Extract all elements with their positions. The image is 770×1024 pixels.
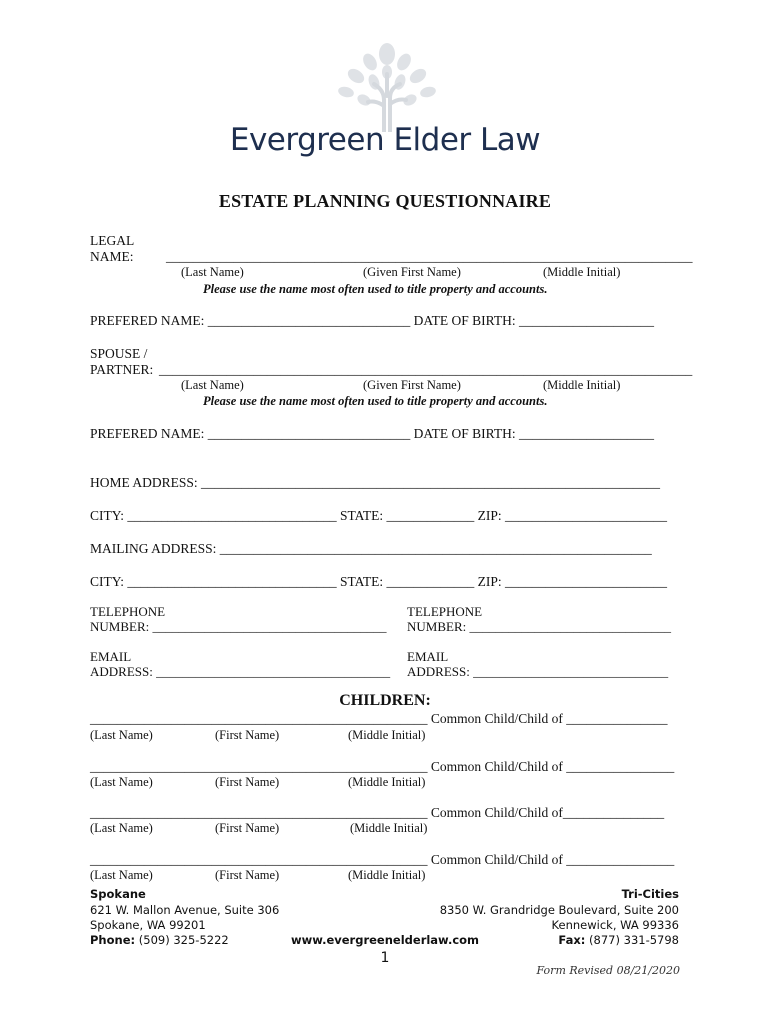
brand-name: Evergreen Elder Law [229, 122, 541, 158]
child-row-2-first-caption: (First Name) [215, 775, 280, 789]
footer-fax-label: Fax: [558, 933, 586, 947]
preferred-name-row-2[interactable]: PREFERED NAME: ______________________________ DATE OF BIRTH: ____________________ [90, 426, 654, 441]
child-row-1-first-caption: (First Name) [215, 728, 280, 742]
footer-spokane-title: Spokane [90, 887, 146, 901]
city-state-zip-row-1[interactable]: CITY: _______________________________ STATE: _____________ ZIP: ________________________ [90, 508, 668, 523]
telephone-label-left-1: TELEPHONE [90, 604, 166, 619]
child-row-3-last-caption: (Last Name) [90, 821, 153, 835]
spouse-label-1: SPOUSE / [90, 346, 148, 361]
email-field-right[interactable]: ADDRESS: ______________________________ [407, 664, 669, 679]
spouse-middle-initial-caption: (Middle Initial) [543, 378, 621, 392]
email-field-left[interactable]: ADDRESS: ____________________________________ [90, 664, 391, 679]
legal-given-name-caption: (Given First Name) [363, 265, 461, 279]
email-label-left-1: EMAIL [90, 649, 132, 664]
legal-name-label-1: LEGAL [90, 233, 135, 248]
spouse-label-2: PARTNER: [90, 362, 154, 377]
page-number: 1 [380, 950, 390, 966]
child-row-2-middle-caption: (Middle Initial) [348, 775, 426, 789]
footer-fax-number: (877) 331-5798 [589, 933, 679, 947]
footer-spokane-address-2: Spokane, WA 99201 [90, 918, 206, 932]
child-row-4-first-caption: (First Name) [215, 868, 280, 882]
footer-tricities-address-2: Kennewick, WA 99336 [551, 918, 679, 932]
child-row-1-field[interactable]: __________________________________________________ Common Child/Child of _______________ [90, 711, 668, 726]
spouse-name-field[interactable]: _______________________________________________________________________________ [159, 362, 693, 377]
child-row-4-field[interactable]: __________________________________________________ Common Child/Child of ________________ [90, 852, 675, 867]
legal-middle-initial-caption: (Middle Initial) [543, 265, 621, 279]
home-address-row[interactable]: HOME ADDRESS: ____________________________________________________________________ [90, 475, 661, 490]
legal-name-note: Please use the name most often used to title property and accounts. [203, 282, 548, 296]
preferred-name-row-1[interactable]: PREFERED NAME: ______________________________ DATE OF BIRTH: ____________________ [90, 313, 654, 328]
footer-website-link[interactable]: www.evergreenelderlaw.com [290, 933, 480, 947]
child-row-2-last-caption: (Last Name) [90, 775, 153, 789]
footer-tricities-title: Tri-Cities [621, 887, 679, 901]
form-title: ESTATE PLANNING QUESTIONNAIRE [218, 191, 552, 211]
children-heading: CHILDREN: [339, 692, 431, 709]
footer-spokane-phone [90, 933, 229, 947]
legal-name-label-2: NAME: [90, 249, 134, 264]
telephone-field-right[interactable]: NUMBER: _______________________________ [407, 619, 671, 634]
child-row-1-last-caption: (Last Name) [90, 728, 153, 742]
telephone-label-right-1: TELEPHONE [407, 604, 483, 619]
child-row-3-middle-caption: (Middle Initial) [350, 821, 428, 835]
child-row-3-field[interactable]: __________________________________________________ Common Child/Child of_______________ [90, 805, 665, 820]
form-revised-date: Form Revised 08/21/2020 [536, 964, 680, 977]
child-row-4-last-caption: (Last Name) [90, 868, 153, 882]
legal-last-name-caption: (Last Name) [181, 265, 244, 279]
spouse-name-note: Please use the name most often used to title property and accounts. [203, 394, 548, 408]
footer-phone-label: Phone: [90, 933, 136, 947]
footer-spokane-address-1: 621 W. Mallon Avenue, Suite 306 [90, 903, 280, 917]
child-row-1-middle-caption: (Middle Initial) [348, 728, 426, 742]
tree-logo-icon [326, 40, 448, 132]
footer-tricities-fax [430, 933, 679, 947]
child-row-2-field[interactable]: __________________________________________________ Common Child/Child of ________________ [90, 759, 675, 774]
footer-tricities-address-1: 8350 W. Grandridge Boulevard, Suite 200 [439, 903, 679, 917]
email-label-right-1: EMAIL [407, 649, 449, 664]
child-row-3-first-caption: (First Name) [215, 821, 280, 835]
spouse-last-name-caption: (Last Name) [181, 378, 244, 392]
city-state-zip-row-2[interactable]: CITY: _______________________________ STATE: _____________ ZIP: ________________________ [90, 574, 668, 589]
telephone-field-left[interactable]: NUMBER: ____________________________________ [90, 619, 387, 634]
mailing-address-row[interactable]: MAILING ADDRESS: ________________________________________________________________ [90, 541, 652, 556]
legal-name-field[interactable]: ______________________________________________________________________________ [166, 249, 693, 264]
spouse-given-name-caption: (Given First Name) [363, 378, 461, 392]
footer-phone-number: (509) 325-5222 [138, 933, 229, 947]
child-row-4-middle-caption: (Middle Initial) [348, 868, 426, 882]
